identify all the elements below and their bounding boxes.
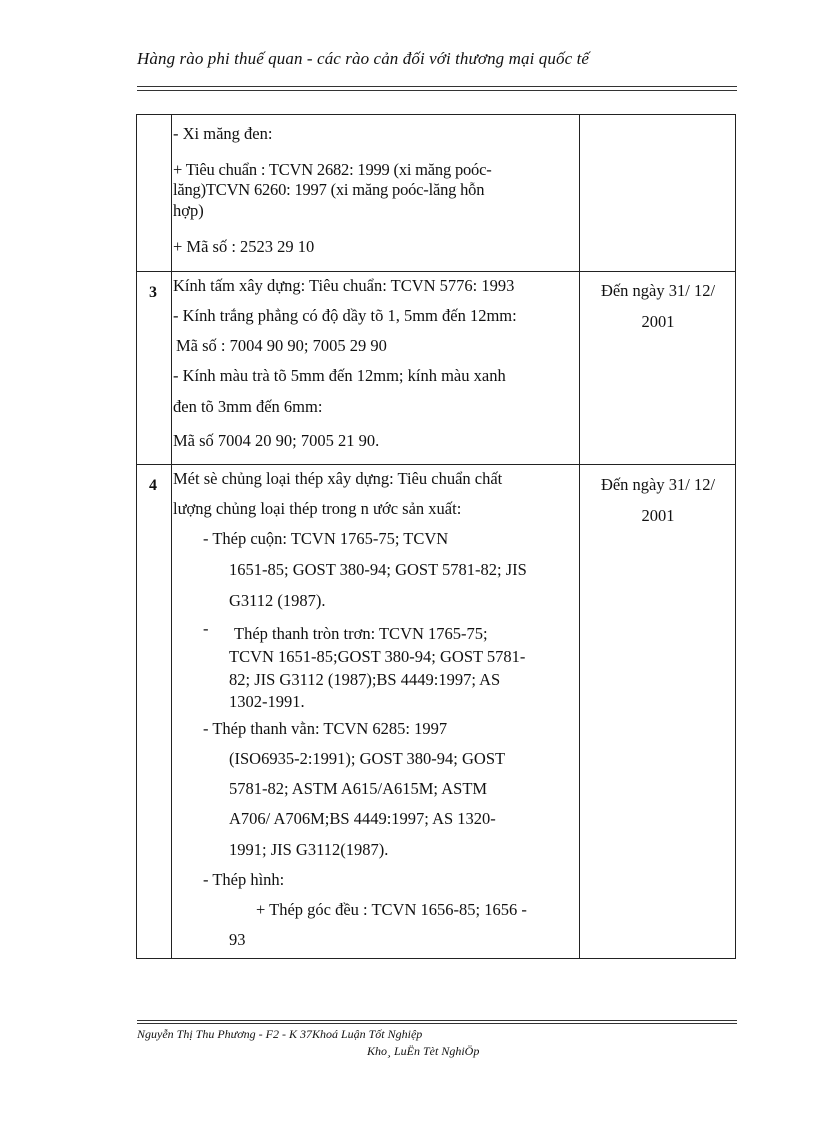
header-rule-top xyxy=(137,86,737,87)
table-border-bottom xyxy=(136,958,736,959)
row-content-line: A706/ A706M;BS 4449:1997; AS 1320- xyxy=(229,809,496,828)
table-row-divider-2 xyxy=(136,464,736,465)
row-content-line: 5781-82; ASTM A615/A615M; ASTM xyxy=(229,779,488,798)
row-content-line: - Kính màu trà tõ 5mm đến 12mm; kính màu xanh xyxy=(173,366,506,385)
header-rule-bottom xyxy=(137,90,737,91)
table-column-divider-2 xyxy=(579,114,580,959)
row-content-line: lăng)TCVN 6260: 1997 (xi măng poóc-lăng hỗn xyxy=(173,180,485,199)
footer-subtitle: Kho¸ LuËn Tèt NghiÖp xyxy=(367,1044,480,1058)
row-deadline: Đến ngày 31/ 12/ 2001 xyxy=(600,281,716,331)
row-content-line: đen tõ 3mm đến 6mm: xyxy=(173,397,323,416)
row-content-line: - Thép cuộn: TCVN 1765-75; TCVN xyxy=(203,529,449,548)
row-deadline: Đến ngày 31/ 12/ 2001 xyxy=(600,475,716,525)
row-bullet: - xyxy=(203,619,209,638)
row-content-line: + Thép góc đều : TCVN 1656-85; 1656 - xyxy=(256,900,527,919)
row-content-line: - Thép hình: xyxy=(203,870,285,889)
footer-rule-top xyxy=(137,1020,737,1021)
page-header-title: Hàng rào phi thuế quan - các rào cản đối với thương mại quốc tế xyxy=(137,49,590,68)
row-content-line: 93 xyxy=(229,930,246,949)
row-content-line: lượng chủng loại thép trong n ước sản xuất: xyxy=(173,499,462,518)
row-content-line: Kính tấm xây dựng: Tiêu chuẩn: TCVN 5776: 1993 xyxy=(173,276,515,295)
footer-author: Nguyễn Thị Thu Phương - F2 - K 37Khoá Luận Tốt Nghiệp xyxy=(137,1027,423,1041)
regulation-table xyxy=(136,114,736,959)
row-content-line: Mét sè chủng loại thép xây dựng: Tiêu chuẩn chất xyxy=(173,469,503,488)
table-border-top xyxy=(136,114,736,115)
row-content-line: TCVN 1651-85;GOST 380-94; GOST 5781- xyxy=(229,647,526,666)
row-content-line: - Kính trắng phẳng có độ dầy tõ 1, 5mm đến 12mm: xyxy=(173,306,517,325)
table-border-left xyxy=(136,114,137,959)
row-content-line: 82; JIS G3112 (1987);BS 4449:1997; AS xyxy=(229,670,501,689)
row-content-line: - Thép thanh vằn: TCVN 6285: 1997 xyxy=(203,719,448,738)
row-number: 3 xyxy=(149,284,157,301)
row-content-line: + Mã số : 2523 29 10 xyxy=(173,237,315,256)
row-number: 4 xyxy=(149,477,157,494)
row-content-line: (ISO6935-2:1991); GOST 380-94; GOST xyxy=(229,749,506,768)
row-content-line: hợp) xyxy=(173,201,204,220)
row-content-line: Thép thanh tròn trơn: TCVN 1765-75; xyxy=(234,624,488,643)
row-content-line: 1302-1991. xyxy=(229,692,305,711)
table-row-divider-1 xyxy=(136,271,736,272)
row-content-line: - Xi măng đen: xyxy=(173,124,273,143)
row-content-line: + Tiêu chuẩn : TCVN 2682: 1999 (xi măng poóc- xyxy=(173,160,492,179)
row-content-line: Mã số : 7004 90 90; 7005 29 90 xyxy=(176,336,387,355)
row-content-line: 1991; JIS G3112(1987). xyxy=(229,840,389,859)
table-column-divider-1 xyxy=(171,114,172,959)
table-border-right xyxy=(735,114,736,959)
row-content-line: 1651-85; GOST 380-94; GOST 5781-82; JIS xyxy=(229,560,527,579)
row-content-line: Mã số 7004 20 90; 7005 21 90. xyxy=(173,431,380,450)
footer-rule-bottom xyxy=(137,1023,737,1024)
row-content-line: G3112 (1987). xyxy=(229,591,326,610)
